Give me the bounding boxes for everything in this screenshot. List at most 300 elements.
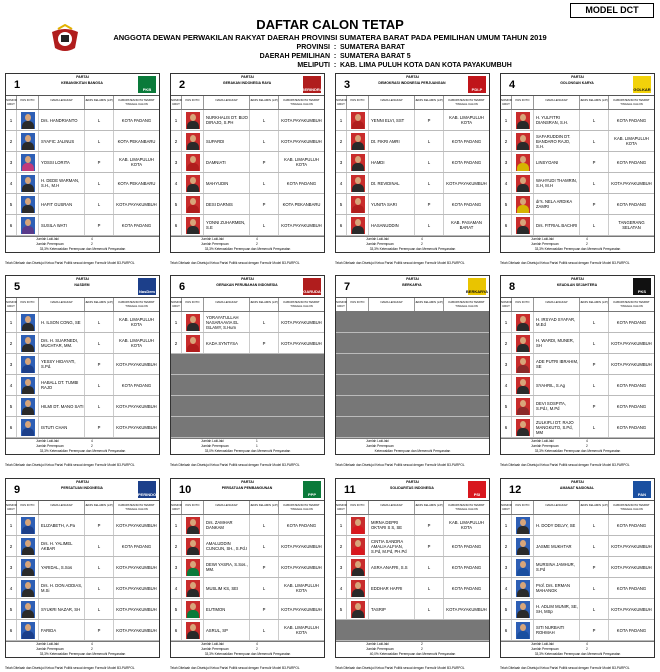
candidate-domicile: KOTA PAYAKUMBUH xyxy=(116,627,157,633)
column-headers xyxy=(6,96,159,110)
candidate-face-icon xyxy=(25,135,31,142)
candidate-number: 3 xyxy=(501,557,512,577)
column-header: NOMOR URUT xyxy=(501,501,512,514)
candidate-photo-icon xyxy=(21,601,35,618)
party-label: PARTAI xyxy=(76,480,89,484)
approval-note: Telah Ditelaah dan Disetujui Ketua Partai Politik sesuai dengan Formulir Model B3-PARPOL xyxy=(5,463,135,467)
candidate-photo xyxy=(347,173,369,193)
empty-cell xyxy=(171,375,182,395)
candidate-photo-icon xyxy=(186,112,200,129)
candidate-number: 5 xyxy=(6,396,17,416)
document-title: DAFTAR CALON TETAP xyxy=(256,17,404,32)
column-header: PAS FOTO xyxy=(17,96,39,109)
candidate-number: 1 xyxy=(171,515,182,535)
candidate-row xyxy=(501,110,654,131)
candidate-body-icon xyxy=(517,568,529,576)
candidate-body-icon xyxy=(517,163,529,171)
party-header xyxy=(6,74,159,96)
candidate-row xyxy=(171,194,324,215)
female-count-label: Jumlah Perempuan xyxy=(36,444,64,448)
meta-value: SUMATERA BARAT 5 xyxy=(340,53,411,60)
candidate-photo xyxy=(347,599,369,619)
column-headers xyxy=(336,298,489,312)
candidate-sex: L xyxy=(250,515,279,535)
candidate-name: dr's. NELA ARDIKA ZAMRI xyxy=(534,194,580,214)
candidate-row xyxy=(6,396,159,417)
candidate-sex: P xyxy=(250,599,279,619)
party-name: PERSATUAN PEMBANGUNAN xyxy=(221,486,273,490)
candidate-photo-icon xyxy=(516,622,530,639)
candidate-photo-icon xyxy=(21,538,35,555)
candidate-name: AMALUDDIN CUNCUN, SH., S.Pd.I xyxy=(204,536,250,556)
candidate-name: JASME MUKHTAR xyxy=(534,536,580,556)
candidate-photo xyxy=(17,152,39,172)
candidate-face-icon xyxy=(355,219,361,226)
candidate-sex: P xyxy=(85,620,114,640)
column-header: NAMA LENGKAP xyxy=(369,298,415,311)
column-header: NAMA LENGKAP xyxy=(204,96,250,109)
column-header: PAS FOTO xyxy=(347,298,369,311)
candidate-row xyxy=(336,578,489,599)
candidate-domicile: KOTA PADANG xyxy=(616,319,647,325)
female-count-value: 2 xyxy=(586,444,588,448)
candidate-face-icon xyxy=(190,603,196,610)
candidate-number: 5 xyxy=(336,194,347,214)
candidate-photo-icon xyxy=(21,517,35,534)
candidate-sex: L xyxy=(415,599,444,619)
candidate-row xyxy=(6,152,159,173)
empty-row xyxy=(336,375,489,396)
candidate-row xyxy=(6,354,159,375)
empty-row xyxy=(336,417,489,438)
candidate-number: 1 xyxy=(336,515,347,535)
candidate-row xyxy=(6,194,159,215)
candidate-face-icon xyxy=(190,540,196,547)
candidate-number: 1 xyxy=(6,312,17,332)
candidate-photo xyxy=(347,152,369,172)
candidate-sex: L xyxy=(415,173,444,193)
candidate-name: SYUKRI NAZAR, SH xyxy=(39,599,85,619)
candidate-body-icon xyxy=(187,184,199,192)
candidate-domicile: KAB. PASAMAN BARAT xyxy=(451,220,482,230)
candidate-sex: L xyxy=(85,396,114,416)
candidate-face-icon xyxy=(25,603,31,610)
candidate-photo-icon xyxy=(21,217,35,234)
candidate-domicile: KAB. LIMAPULUH KOTA xyxy=(119,157,154,167)
candidate-photo xyxy=(182,152,204,172)
party-number: 12 xyxy=(509,484,522,496)
party-logo-icon: PDI-P xyxy=(468,76,486,93)
column-header: NOMOR URUT xyxy=(171,501,182,514)
candidate-sex: P xyxy=(85,215,114,235)
candidate-body-icon xyxy=(517,142,529,150)
candidate-number: 5 xyxy=(501,194,512,214)
candidate-name: H. ADLIM MUNIR, SE, SH, MSp xyxy=(534,599,580,619)
column-header: NOMOR URUT xyxy=(501,298,512,311)
candidate-number: 3 xyxy=(501,354,512,374)
candidate-row xyxy=(501,536,654,557)
candidate-number: 5 xyxy=(501,396,512,416)
male-count-label: Jumlah Laki-laki xyxy=(201,642,224,646)
candidate-face-icon xyxy=(520,156,526,163)
candidate-domicile: KAB. LIMAPULUH KOTA xyxy=(119,317,154,327)
candidate-photo xyxy=(512,110,534,130)
empty-cell xyxy=(171,417,182,437)
empty-cell xyxy=(336,396,347,416)
candidate-photo xyxy=(512,375,534,395)
party-label: PARTAI xyxy=(241,480,254,484)
candidate-body-icon xyxy=(352,163,364,171)
candidate-photo xyxy=(182,557,204,577)
column-header: PAS FOTO xyxy=(182,298,204,311)
candidate-domicile: KOTA PADANG xyxy=(451,138,482,144)
candidate-number: 4 xyxy=(501,173,512,193)
female-count-label: Jumlah Perempuan xyxy=(201,647,229,651)
candidate-face-icon xyxy=(520,337,526,344)
candidate-photo-icon xyxy=(21,196,35,213)
column-headers xyxy=(501,298,654,312)
candidate-body-icon xyxy=(187,205,199,213)
candidate-photo-icon xyxy=(351,112,365,129)
candidate-sex: P xyxy=(250,152,279,172)
female-count-label: Jumlah Perempuan xyxy=(531,444,559,448)
male-count-value: 4 xyxy=(586,439,588,443)
candidate-domicile: KOTA PEKANBARU xyxy=(117,138,156,144)
candidate-domicile: KOTA PAYAKUMBUH xyxy=(116,424,157,430)
candidate-row xyxy=(171,536,324,557)
column-header: PAS FOTO xyxy=(512,96,534,109)
female-count-value: 2 xyxy=(91,242,93,246)
column-header: PAS FOTO xyxy=(512,501,534,514)
candidate-row xyxy=(501,215,654,236)
candidate-photo-icon xyxy=(351,517,365,534)
quota-note: 33,3% Keterwakilan Perempuan dan Memenuhi Persyaratan xyxy=(204,652,291,656)
candidate-number: 1 xyxy=(171,110,182,130)
column-header: JENIS KELAMIN (L/P) xyxy=(415,501,444,514)
candidate-sex: L xyxy=(415,131,444,151)
candidate-name: SYAHRIL, S.Ag xyxy=(534,375,580,395)
candidate-sex: P xyxy=(85,515,114,535)
candidate-row xyxy=(171,515,324,536)
candidate-number: 2 xyxy=(336,536,347,556)
female-count-label: Jumlah Perempuan xyxy=(366,444,394,448)
empty-cell xyxy=(336,312,347,332)
candidate-body-icon xyxy=(352,121,364,129)
party-logo-icon: GOLKAR xyxy=(633,76,651,93)
candidate-domicile: KOTA PAYAKUMBUH xyxy=(611,564,652,570)
candidate-row xyxy=(171,599,324,620)
male-count-value: 4 xyxy=(91,642,93,646)
panel-footer xyxy=(6,641,159,657)
candidate-sex: P xyxy=(580,194,609,214)
party-header xyxy=(501,479,654,501)
candidate-name: MAHYUDIN xyxy=(204,173,250,193)
candidate-photo xyxy=(182,515,204,535)
party-panel xyxy=(170,73,325,253)
candidate-sex: L xyxy=(250,312,279,332)
candidate-photo-icon xyxy=(21,154,35,171)
candidate-name: SITI NURBAITI ROHMAH xyxy=(534,620,580,640)
column-headers xyxy=(171,298,324,312)
candidate-row xyxy=(171,173,324,194)
candidate-number: 2 xyxy=(171,536,182,556)
candidate-face-icon xyxy=(25,337,31,344)
candidate-body-icon xyxy=(517,631,529,639)
candidate-row xyxy=(336,173,489,194)
male-count-value: 4 xyxy=(256,642,258,646)
candidate-sex: P xyxy=(415,515,444,535)
meta-key: DAERAH PEMILIHAN xyxy=(259,53,330,60)
panel-footer xyxy=(6,236,159,252)
candidate-number: 6 xyxy=(6,620,17,640)
column-header: KABUPATEN/KOTA TEMPAT TINGGAL CALON xyxy=(118,300,155,308)
male-count-label: Jumlah Laki-laki xyxy=(366,439,389,443)
candidate-photo xyxy=(182,215,204,235)
candidate-photo xyxy=(17,354,39,374)
party-panel xyxy=(170,478,325,658)
party-number: 10 xyxy=(179,484,192,496)
party-panel xyxy=(5,478,160,658)
male-count-label: Jumlah Laki-laki xyxy=(366,237,389,241)
column-header: NOMOR URUT xyxy=(6,96,17,109)
column-header: PAS FOTO xyxy=(182,96,204,109)
candidate-face-icon xyxy=(25,114,31,121)
candidate-face-icon xyxy=(25,624,31,631)
candidate-domicile: KOTA PAYAKUMBUH xyxy=(446,180,487,186)
candidate-number: 3 xyxy=(6,354,17,374)
candidate-domicile: KOTA PAYAKUMBUH xyxy=(116,522,157,528)
empty-cell xyxy=(336,417,347,437)
candidate-domicile: KOTA PAYAKUMBUH xyxy=(611,543,652,549)
candidate-row xyxy=(501,333,654,354)
candidate-photo xyxy=(347,215,369,235)
column-header: PAS FOTO xyxy=(182,501,204,514)
candidate-photo xyxy=(347,557,369,577)
candidate-name: MIRNA DEPRI OKTARI S S, SE xyxy=(369,515,415,535)
candidate-row xyxy=(501,557,654,578)
candidate-row xyxy=(501,599,654,620)
female-count-value: 2 xyxy=(256,647,258,651)
candidate-number: 3 xyxy=(171,557,182,577)
party-panel xyxy=(335,478,490,658)
candidate-face-icon xyxy=(355,177,361,184)
candidate-photo xyxy=(182,110,204,130)
candidate-row xyxy=(171,131,324,152)
approval-note: Telah Ditelaah dan Disetujui Ketua Partai Politik sesuai dengan Formulir Model B3-PARPOL xyxy=(500,261,630,265)
candidate-sex: P xyxy=(250,194,279,214)
candidate-domicile: KOTA PADANG xyxy=(616,403,647,409)
candidate-number: 4 xyxy=(6,173,17,193)
party-header xyxy=(6,276,159,298)
candidate-photo xyxy=(512,173,534,193)
candidate-name: KADA SYNTYSA xyxy=(204,333,250,353)
column-header: NOMOR URUT xyxy=(6,298,17,311)
candidate-body-icon xyxy=(22,205,34,213)
candidate-photo xyxy=(182,578,204,598)
candidate-face-icon xyxy=(190,582,196,589)
candidate-name: Dt. REVIDINAL xyxy=(369,173,415,193)
candidate-face-icon xyxy=(520,177,526,184)
candidate-number: 1 xyxy=(501,312,512,332)
candidate-sex: L xyxy=(580,110,609,130)
column-header: KABUPATEN/KOTA TEMPAT TINGGAL CALON xyxy=(448,300,485,308)
female-count-label: Jumlah Perempuan xyxy=(531,242,559,246)
candidate-domicile: KOTA PAYAKUMBUH xyxy=(116,201,157,207)
column-headers xyxy=(501,96,654,110)
candidate-number: 5 xyxy=(171,599,182,619)
candidate-body-icon xyxy=(517,365,529,373)
column-headers xyxy=(171,501,324,515)
female-count-label: Jumlah Perempuan xyxy=(366,242,394,246)
column-header: KABUPATEN/KOTA TEMPAT TINGGAL CALON xyxy=(283,300,320,308)
candidate-photo xyxy=(347,194,369,214)
candidate-sex: L xyxy=(580,599,609,619)
candidate-photo xyxy=(17,536,39,556)
male-count-value: 4 xyxy=(421,237,423,241)
candidate-number: 6 xyxy=(336,215,347,235)
candidate-name: NURKHALIS DT. BIJO DIRAJO, S.PH xyxy=(204,110,250,130)
candidate-photo xyxy=(17,515,39,535)
candidate-photo-icon xyxy=(516,175,530,192)
party-logo-icon: GARUDA xyxy=(303,278,321,295)
candidate-name: DAMNIATI xyxy=(204,152,250,172)
candidate-photo xyxy=(512,215,534,235)
candidate-body-icon xyxy=(22,610,34,618)
candidate-body-icon xyxy=(187,610,199,618)
candidate-body-icon xyxy=(352,205,364,213)
candidate-body-icon xyxy=(517,205,529,213)
column-header: PAS FOTO xyxy=(17,501,39,514)
party-number: 3 xyxy=(344,79,351,91)
party-number: 2 xyxy=(179,79,186,91)
candidate-photo xyxy=(347,515,369,535)
candidate-photo xyxy=(17,312,39,332)
column-header: KABUPATEN/KOTA TEMPAT TINGGAL CALON xyxy=(283,98,320,106)
empty-row xyxy=(171,375,324,396)
candidate-name: YUNITA SARI xyxy=(369,194,415,214)
candidate-domicile: KOTA PADANG xyxy=(451,201,482,207)
candidate-body-icon xyxy=(517,589,529,597)
approval-note: Telah Ditelaah dan Disetujui Ketua Partai Politik sesuai dengan Formulir Model B3-PARPOL xyxy=(5,261,135,265)
candidate-photo-icon xyxy=(21,133,35,150)
candidate-number: 1 xyxy=(336,110,347,130)
candidate-face-icon xyxy=(25,198,31,205)
candidate-domicile: KOTA PADANG xyxy=(616,159,647,165)
candidate-sex: P xyxy=(85,354,114,374)
candidate-name: Drs. ZAMHAR DANKAM xyxy=(204,515,250,535)
document-subtitle: ANGGOTA DEWAN PERWAKILAN RAKYAT DAERAH PROVINSI SUMATERA BARAT PADA PEMILIHAN UMUM TAHUN 2019 xyxy=(113,33,547,42)
party-panel xyxy=(500,478,655,658)
party-label: PARTAI xyxy=(241,277,254,281)
party-logo-icon: NasDem xyxy=(138,278,156,295)
candidate-name: YONNI ZUHARMEN, S.E xyxy=(204,215,250,235)
party-label: PARTAI xyxy=(571,480,584,484)
candidate-face-icon xyxy=(25,582,31,589)
party-number: 7 xyxy=(344,281,351,293)
model-box: MODEL DCT xyxy=(570,3,654,18)
candidate-sex: P xyxy=(85,152,114,172)
candidate-face-icon xyxy=(520,114,526,121)
candidate-number: 3 xyxy=(171,152,182,172)
candidate-name: ASRUL, SP xyxy=(204,620,250,640)
quota-note: Keterwakilan Perempuan dan Memenuhi Persyaratan xyxy=(374,449,451,453)
candidate-domicile: KOTA PAYAKUMBUH xyxy=(281,564,322,570)
candidate-face-icon xyxy=(355,603,361,610)
column-header: NAMA LENGKAP xyxy=(534,501,580,514)
candidate-photo xyxy=(347,131,369,151)
candidate-body-icon xyxy=(22,547,34,555)
candidate-name: HAMDI xyxy=(369,152,415,172)
party-header xyxy=(171,479,324,501)
candidate-photo xyxy=(17,599,39,619)
candidate-body-icon xyxy=(517,610,529,618)
candidate-number: 2 xyxy=(171,131,182,151)
approval-note: Telah Ditelaah dan Disetujui Ketua Partai Politik sesuai dengan Formulir Model B3-PARPOL xyxy=(170,666,300,670)
candidate-photo xyxy=(17,173,39,193)
approval-note: Telah Ditelaah dan Disetujui Ketua Partai Politik sesuai dengan Formulir Model B3-PARPOL xyxy=(5,666,135,670)
party-logo-icon: BERKARYA xyxy=(468,278,486,295)
column-header: JENIS KELAMIN (L/P) xyxy=(85,298,114,311)
panel-footer xyxy=(336,641,489,657)
party-header xyxy=(501,74,654,96)
candidate-body-icon xyxy=(517,226,529,234)
candidate-photo xyxy=(512,515,534,535)
meta-value: SUMATERA BARAT xyxy=(340,44,405,51)
candidate-domicile: KOTA PADANG xyxy=(616,117,647,123)
candidate-number: 5 xyxy=(171,194,182,214)
candidate-photo xyxy=(512,396,534,416)
candidate-row xyxy=(336,599,489,620)
party-header xyxy=(336,74,489,96)
candidate-number: 5 xyxy=(501,599,512,619)
candidate-face-icon xyxy=(190,114,196,121)
candidate-name: TASRIP xyxy=(369,599,415,619)
candidate-photo-icon xyxy=(351,580,365,597)
candidate-body-icon xyxy=(22,428,34,436)
candidate-body-icon xyxy=(517,344,529,352)
candidate-name: YOSSI LORITA xyxy=(39,152,85,172)
candidate-photo-icon xyxy=(351,538,365,555)
candidate-photo xyxy=(512,536,534,556)
candidate-photo-icon xyxy=(21,377,35,394)
candidate-photo-icon xyxy=(186,175,200,192)
female-count-label: Jumlah Perempuan xyxy=(201,242,229,246)
candidate-name: H. WARDI, MUNER, SH xyxy=(534,333,580,353)
candidate-name: SYAFIC JALINUS xyxy=(39,131,85,151)
candidate-name: EUTIMON xyxy=(204,599,250,619)
candidate-face-icon xyxy=(25,400,31,407)
candidate-domicile: KAB. LIMAPULUH KOTA xyxy=(284,157,319,167)
candidate-body-icon xyxy=(352,526,364,534)
female-count-label: Jumlah Perempuan xyxy=(201,444,229,448)
party-panel xyxy=(170,275,325,455)
candidate-domicile: KAB. LIMAPULUH KOTA xyxy=(449,520,484,530)
party-label: PARTAI xyxy=(571,277,584,281)
candidate-domicile: KOTA PADANG xyxy=(451,585,482,591)
candidate-photo-icon xyxy=(516,133,530,150)
candidate-number: 3 xyxy=(6,152,17,172)
candidate-row xyxy=(501,131,654,152)
candidate-name: ELIZABETH, A.Pa xyxy=(39,515,85,535)
candidate-face-icon xyxy=(190,135,196,142)
candidate-domicile: TANGERANG SELATAN xyxy=(618,220,645,230)
candidate-sex: P xyxy=(580,396,609,416)
candidate-row xyxy=(6,375,159,396)
empty-row xyxy=(336,620,489,641)
candidate-row xyxy=(501,620,654,641)
candidate-photo-icon xyxy=(21,356,35,373)
column-header: JENIS KELAMIN (L/P) xyxy=(250,96,279,109)
